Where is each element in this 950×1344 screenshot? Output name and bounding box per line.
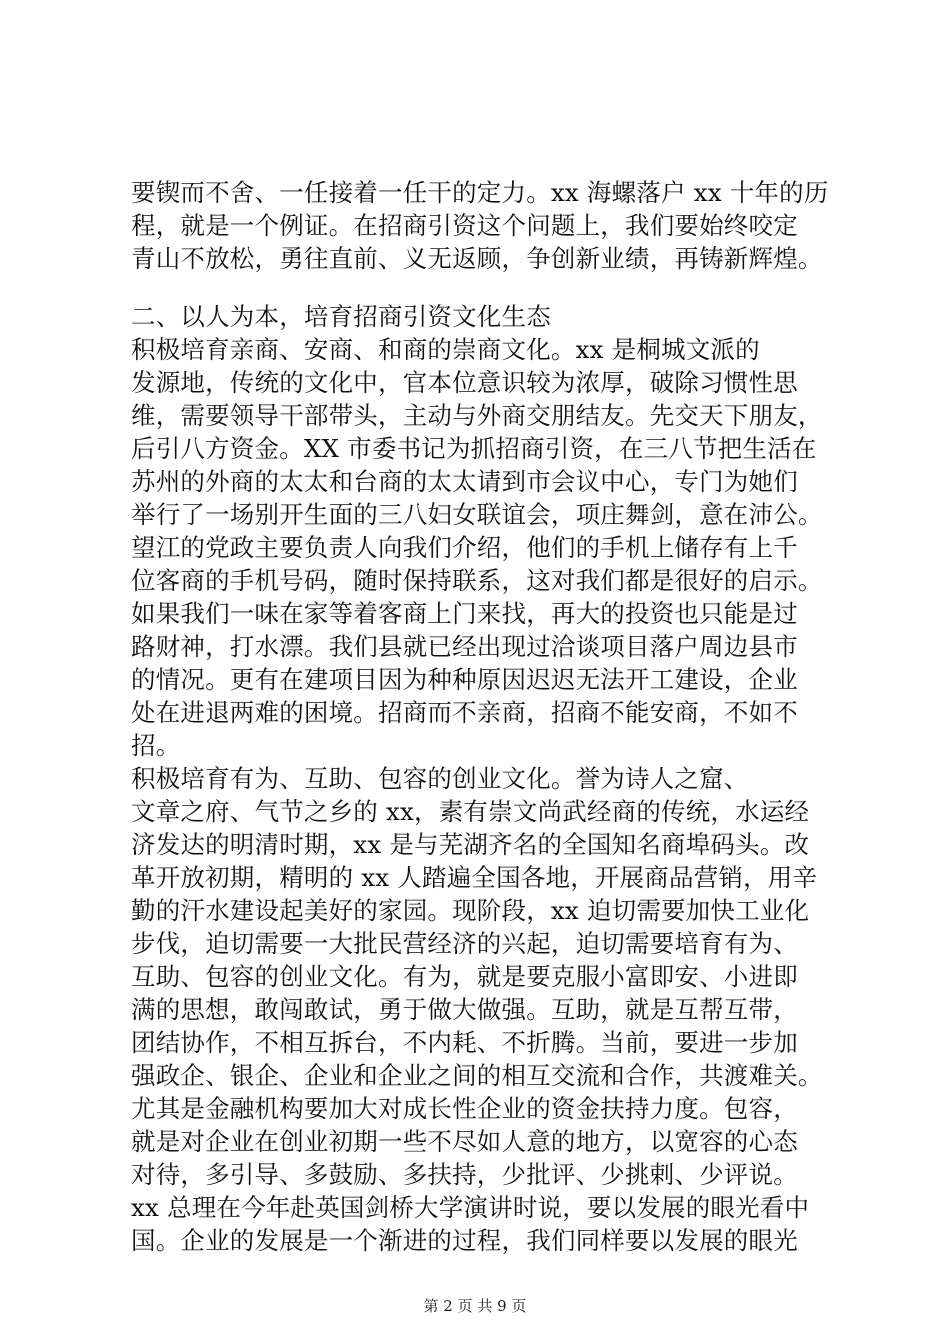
page-footer: 第 2 页 共 9 页 [423, 1297, 527, 1315]
text-line: 就是对企业在创业初期一些不尽如人意的地方，以宽容的心态 [131, 1127, 798, 1156]
text-line: 的情况。更有在建项目因为种种原因迟迟无法开工建设，企业 [131, 665, 798, 694]
text-line: 满的思想，敢闯敢试，勇于做大做强。互助，就是互帮互带， [131, 995, 798, 1024]
text-line: 国。企业的发展是一个渐进的过程，我们同样要以发展的眼光 [131, 1226, 798, 1255]
text-line: 二、以人为本，培育招商引资文化生态 [131, 302, 551, 331]
text-line: 路财神，打水漂。我们县就已经出现过洽谈项目落户周边县市 [131, 632, 798, 661]
text-line: 程，就是一个例证。在招商引资这个问题上，我们要始终咬定 [131, 211, 798, 240]
text-line: 步伐，迫切需要一大批民营经济的兴起，迫切需要培育有为、 [131, 929, 798, 958]
text-line: xx 总理在今年赴英国剑桥大学演讲时说，要以发展的眼光看中 [131, 1193, 810, 1222]
text-line: 互助、包容的创业文化。有为，就是要克服小富即安、小进即 [131, 962, 798, 991]
text-line: 青山不放松，勇往直前、义无返顾，争创新业绩，再铸新辉煌。 [131, 244, 823, 273]
text-line: 积极培育有为、互助、包容的创业文化。誉为诗人之窟、 [131, 764, 749, 793]
text-line: 后引八方资金。XX 市委书记为抓招商引资，在三八节把生活在 [131, 434, 817, 463]
text-line: 位客商的手机号码，随时保持联系，这对我们都是很好的启示。 [131, 566, 823, 595]
text-line: 招。 [131, 731, 181, 760]
text-line: 如果我们一味在家等着客商上门来找，再大的投资也只能是过 [131, 599, 798, 628]
text-line: 团结协作，不相互拆台，不内耗、不折腾。当前，要进一步加 [131, 1028, 798, 1057]
text-line: 济发达的明清时期，xx 是与芜湖齐名的全国知名商埠码头。改 [131, 830, 810, 859]
text-line: 尤其是金融机构要加大对成长性企业的资金扶持力度。包容， [131, 1094, 798, 1123]
text-line: 勤的汗水建设起美好的家园。现阶段，xx 迫切需要加快工业化 [131, 896, 810, 925]
text-line: 处在进退两难的困境。招商而不亲商，招商不能安商，不如不 [131, 698, 798, 727]
text-line: 要锲而不舍、一任接着一任干的定力。xx 海螺落户 xx 十年的历 [131, 178, 829, 207]
text-line: 苏州的外商的太太和台商的太太请到市会议中心，专门为她们 [131, 467, 798, 496]
text-line: 积极培育亲商、安商、和商的崇商文化。xx 是桐城文派的 [131, 335, 760, 364]
text-line: 文章之府、气节之乡的 xx，素有崇文尚武经商的传统，水运经 [131, 797, 810, 826]
text-line: 维，需要领导干部带头，主动与外商交朋结友。先交天下朋友， [131, 401, 823, 430]
text-line: 望江的党政主要负责人向我们介绍，他们的手机上储存有上千 [131, 533, 798, 562]
text-line: 强政企、银企、企业和企业之间的相互交流和合作，共渡难关。 [131, 1061, 823, 1090]
text-line: 革开放初期，精明的 xx 人踏遍全国各地，开展商品营销，用辛 [131, 863, 818, 892]
text-line: 对待，多引导、多鼓励、多扶持，少批评、少挑剌、少评说。 [131, 1160, 798, 1189]
text-line: 举行了一场别开生面的三八妇女联谊会，项庄舞剑，意在沛公。 [131, 500, 823, 529]
text-line: 发源地，传统的文化中，官本位意识较为浓厚，破除习惯性思 [131, 368, 798, 397]
